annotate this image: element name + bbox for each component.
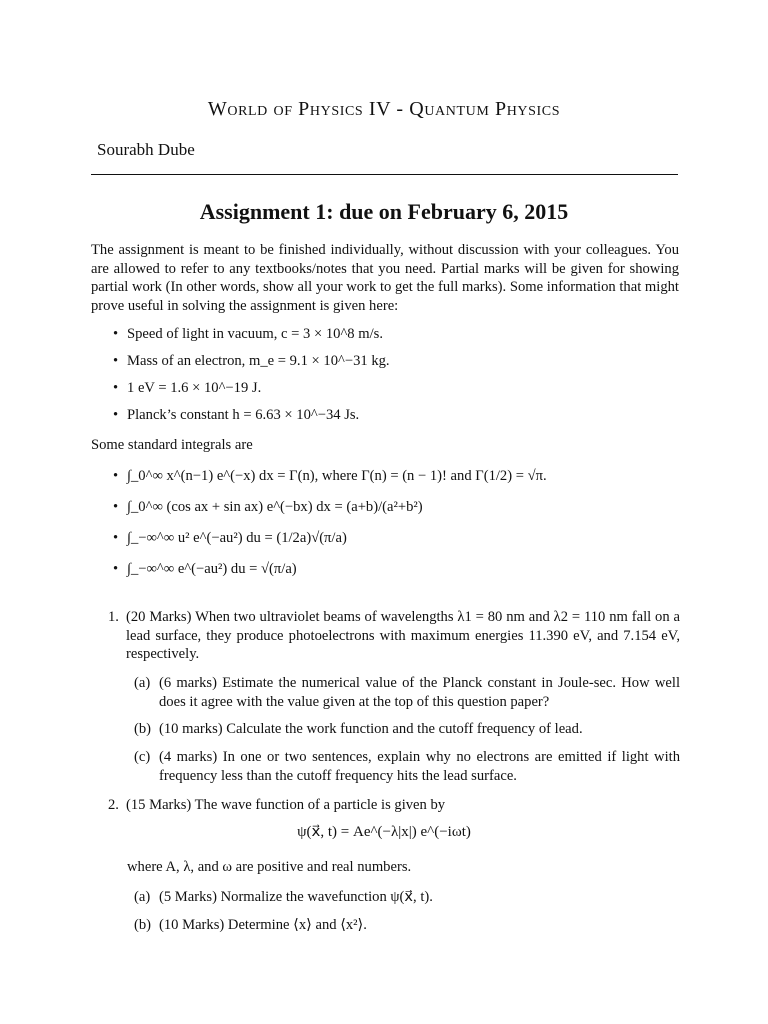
constant-speed-of-light xyxy=(113,325,673,343)
assignment-title: Assignment 1: due on February 6, 2015 xyxy=(199,199,569,224)
part-label: (a) xyxy=(134,889,151,905)
integral-trig-exp xyxy=(113,498,673,516)
question-text: (20 Marks) When two ultraviolet beams of wavelengths λ1 = 80 nm and λ2 = 110 nm fall on a lead surface, they produce photoelectrons with maximum energies 11.390 eV, and 7.154 eV, respectively. xyxy=(126,609,680,663)
wavefunction-equation: ψ(x⃗, t) = Ae^(−λ|x|) e^(−iωt) xyxy=(297,824,471,840)
question-number: 1. xyxy=(108,609,119,625)
question-1 xyxy=(108,608,680,664)
question-text: (15 Marks) The wave function of a particle is given by xyxy=(126,797,446,813)
constant-planck xyxy=(113,406,673,424)
integral-gamma xyxy=(113,467,673,485)
where-statement: where A, λ, and ω are positive and real numbers. xyxy=(127,859,412,875)
integral-text: ∫_−∞^∞ u² e^(−au²) du = (1/2a)√(π/a) xyxy=(127,530,347,546)
question-2 xyxy=(108,796,680,815)
constant-electron-volt xyxy=(113,379,673,397)
question-1-part-c xyxy=(134,748,680,785)
header-rule xyxy=(91,174,678,175)
question-number: 2. xyxy=(108,797,119,813)
part-text: (10 marks) Calculate the work function and the cutoff frequency of lead. xyxy=(159,721,583,737)
integral-gaussian xyxy=(113,560,673,578)
question-1-part-a xyxy=(134,674,680,711)
part-text: (6 marks) Estimate the numerical value of the Planck constant in Joule-sec. How well does it agree with the value given at the top of this question paper? xyxy=(159,675,680,710)
part-label: (a) xyxy=(134,675,151,691)
question-1-part-b xyxy=(134,720,680,739)
part-label: (b) xyxy=(134,721,152,737)
integral-text: ∫_0^∞ (cos ax + sin ax) e^(−bx) dx = (a+b)/(a²+b²) xyxy=(127,499,423,515)
integral-text: ∫_−∞^∞ e^(−au²) du = √(π/a) xyxy=(127,561,297,577)
constants-list xyxy=(113,325,673,424)
constant-text: Mass of an electron, m_e = 9.1 × 10^−31 kg. xyxy=(127,353,390,369)
integrals-list xyxy=(113,467,673,578)
constant-electron-mass xyxy=(113,352,673,370)
question-2-part-a xyxy=(134,888,680,907)
constant-text: Planck’s constant h = 6.63 × 10^−34 Js. xyxy=(127,407,360,423)
integral-gaussian-second-moment xyxy=(113,529,673,547)
integrals-intro: Some standard integrals are xyxy=(91,437,253,453)
author-name: Sourabh Dube xyxy=(97,140,195,159)
part-label: (b) xyxy=(134,917,152,933)
course-title: World of Physics IV - Quantum Physics xyxy=(207,98,561,120)
constant-text: Speed of light in vacuum, c = 3 × 10^8 m/s. xyxy=(127,326,383,342)
integral-text: ∫_0^∞ x^(n−1) e^(−x) dx = Γ(n), where Γ(n) = (n − 1)! and Γ(1/2) = √π. xyxy=(127,468,547,484)
part-text: (4 marks) In one or two sentences, explain why no electrons are emitted if light with frequency less than the cutoff frequency hits the lead surface. xyxy=(159,749,680,784)
part-text: (5 Marks) Normalize the wavefunction ψ(x⃗, t). xyxy=(159,889,433,905)
part-text: (10 Marks) Determine ⟨x⟩ and ⟨x²⟩. xyxy=(159,917,367,933)
part-label: (c) xyxy=(134,749,151,765)
question-2-part-b xyxy=(134,916,680,935)
constant-text: 1 eV = 1.6 × 10^−19 J. xyxy=(127,380,262,396)
intro-paragraph: The assignment is meant to be finished individually, without discussion with your colleagues. You are allowed to refer to any textbooks/notes that you need. Partial marks will be given for showing partial work (In other words, show all your work to get the full marks). Some information that might prove useful in solving the assignment is given here: xyxy=(91,242,679,314)
